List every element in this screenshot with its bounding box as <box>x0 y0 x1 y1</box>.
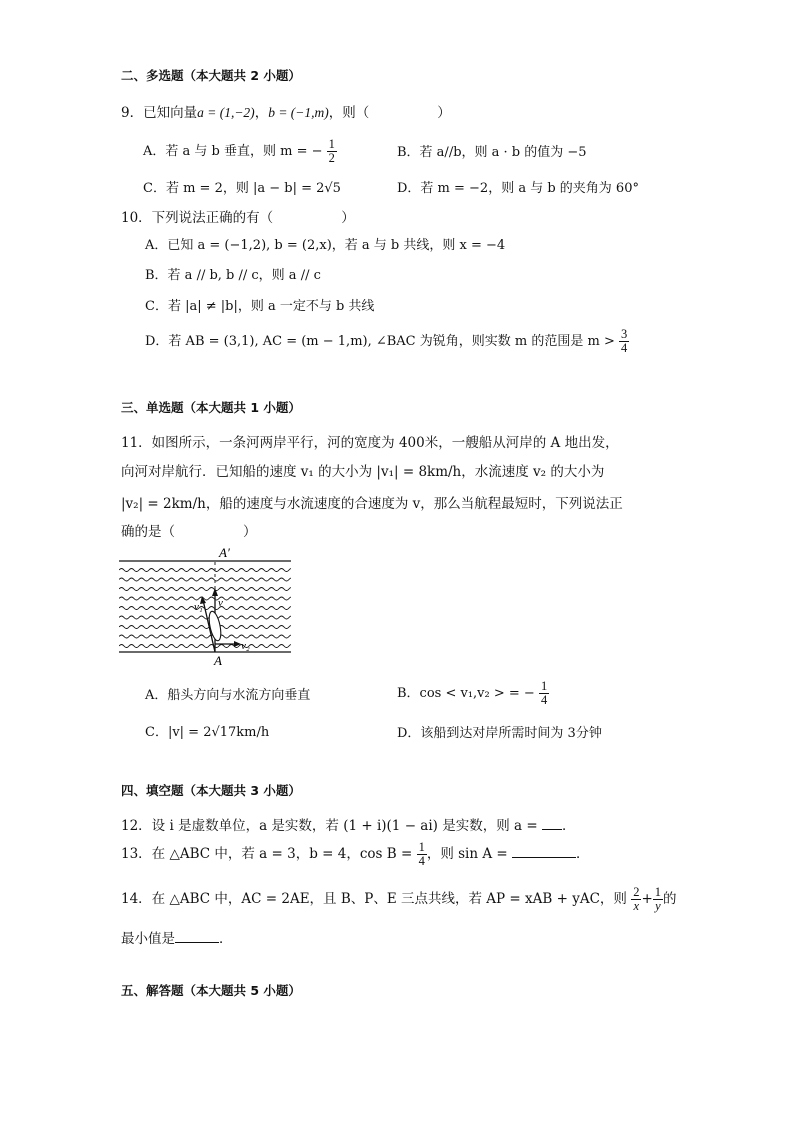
question-12 <box>121 814 575 834</box>
q9-option-c: C．若 m = 2，则 |a − b| = 2√5 <box>143 181 341 196</box>
q13-denominator: 4 <box>418 854 425 869</box>
q9-vector-a: a = (1,−2) <box>197 105 255 120</box>
q10-option-d-fraction <box>619 328 629 355</box>
q14-fraction-2-over-x <box>631 886 641 913</box>
section-heading-fill: 四、填空题（本大题共 3 小题） <box>121 783 301 798</box>
q11-line-1: 11．如图所示，一条河两岸平行，河的宽度为 400米，一艘船从河岸的 A 地出发， <box>121 435 619 451</box>
q9-option-b: B．若 a//b，则 a · b 的值为 −5 <box>397 145 587 160</box>
section-heading-multi: 二、多选题（本大题共 2 小题） <box>121 68 301 83</box>
wave-line <box>119 569 291 572</box>
question-9-stem <box>121 101 451 121</box>
q9-option-a-fraction <box>327 138 337 165</box>
q11-line-3: |v₂| = 2km/h，船的速度与水流速度的合速度为 v，那么当航程最短时，下列说法正 <box>121 496 623 512</box>
q14-text-pre: 14．在 △ABC 中，AC = 2AE，且 B、P、E 三点共线，若 AP = xAB + yAC，则 <box>121 891 627 908</box>
q9-stem-b: ，则（ <box>328 105 370 121</box>
wave-line <box>119 626 291 629</box>
q11-b-numerator: 1 <box>540 679 548 693</box>
q11-line-4-text: 确的是（ <box>121 524 175 540</box>
q13-answer-blank[interactable] <box>512 857 576 858</box>
q9-a-numerator: 1 <box>328 137 335 151</box>
wave-line <box>119 616 291 619</box>
q11-option-b <box>397 680 549 707</box>
q14-answer-blank[interactable] <box>175 942 219 943</box>
q10-option-d-text: D．若 AB = (3,1), AC = (m − 1,m), ∠BAC 为锐角，则实数 m 的范围是 m > <box>145 334 615 350</box>
velocity-v-arrowhead <box>212 588 218 596</box>
label-a: A <box>214 653 222 666</box>
q12-text: 12．设 i 是虚数单位，a 是实数，若 (1 + i)(1 − ai) 是实数，则 a = <box>121 818 538 834</box>
q14-line-2-text: 最小值是 <box>121 931 175 947</box>
q14-plus: + <box>641 891 653 908</box>
q9-vector-b: b = (−1,m) <box>268 105 329 120</box>
q11-line-2: 向河对岸航行．已知船的速度 v₁ 的大小为 |v₁| = 8km/h，水流速度 v₂ 的大小为 <box>121 464 605 480</box>
q13-text-pre: 13．在 △ABC 中，若 a = 3，b = 4，cos B = <box>121 846 413 863</box>
q9-option-a-text: A．若 a 与 b 垂直，则 m = − <box>143 144 323 160</box>
question-10-stem <box>121 206 355 226</box>
river-crossing-figure <box>119 548 291 666</box>
q9-separator: ， <box>254 105 269 121</box>
wave-line <box>119 588 291 591</box>
q11-line-4 <box>121 520 257 540</box>
q13-numerator: 1 <box>418 840 425 854</box>
section-heading-answer: 五、解答题（本大题共 5 小题） <box>121 983 301 998</box>
q11-close-paren: ） <box>243 524 257 540</box>
q11-option-b-fraction <box>539 680 549 707</box>
q9-option-d: D．若 m = −2，则 a 与 b 的夹角为 60° <box>397 181 639 196</box>
q10-stem-text: 10．下列说法正确的有（ <box>121 210 274 226</box>
boat-shape <box>207 610 223 641</box>
q11-option-b-text: B．cos < v₁,v₂ > = − <box>397 686 535 702</box>
q14-end: ． <box>219 931 233 947</box>
q11-option-a: A．船头方向与水流方向垂直 <box>145 688 311 703</box>
q14-text-post: 的 <box>663 891 677 908</box>
question-14 <box>121 886 677 913</box>
question-13 <box>121 841 590 868</box>
wave-line <box>119 635 291 638</box>
q9-option-a <box>143 138 337 165</box>
q11-option-d: D．该船到达对岸所需时间为 3分钟 <box>397 726 602 741</box>
q13-end: ． <box>576 846 590 863</box>
section-heading-single: 三、单选题（本大题共 1 小题） <box>121 400 301 415</box>
label-v1: v₁ <box>194 601 203 613</box>
label-v2: v₂ <box>241 640 250 652</box>
wave-line <box>119 578 291 581</box>
velocity-v2-arrowhead <box>234 641 241 647</box>
q12-end: ． <box>561 818 576 834</box>
q11-b-denominator: 4 <box>540 693 548 708</box>
q10-close-paren: ） <box>341 210 355 226</box>
q10-option-a: A．已知 a = (−1,2), b = (2,x)，若 a 与 b 共线，则 x = −4 <box>145 238 506 253</box>
q13-cosb-fraction <box>417 841 427 868</box>
q14-fraction-1-over-y <box>653 886 663 913</box>
q14-f1-denominator: x <box>633 899 640 914</box>
q14-f1-numerator: 2 <box>633 885 640 899</box>
q14-f2-numerator: 1 <box>654 885 662 899</box>
q9-stem-a: 9．已知向量 <box>121 105 198 121</box>
q9-a-denominator: 2 <box>328 151 335 166</box>
q14-f2-denominator: y <box>655 899 661 914</box>
q10-option-b: B．若 a // b, b // c，则 a // c <box>145 268 321 283</box>
label-v: v <box>218 597 223 609</box>
q10-option-d <box>145 328 629 355</box>
q13-text-post: ，则 sin A = <box>426 846 508 863</box>
q12-answer-blank[interactable] <box>542 829 562 830</box>
wave-line <box>119 597 291 600</box>
label-a-prime: A′ <box>219 548 230 560</box>
question-14-line-2 <box>121 927 233 947</box>
q10-option-c: C．若 |a| ≠ |b|，则 a 一定不与 b 共线 <box>145 299 375 314</box>
q9-close-paren: ） <box>437 105 451 121</box>
q10-d-numerator: 3 <box>620 327 628 341</box>
q10-d-denominator: 4 <box>620 341 628 356</box>
q11-option-c: C．|v| = 2√17km/h <box>145 725 270 740</box>
wave-line <box>119 645 291 648</box>
